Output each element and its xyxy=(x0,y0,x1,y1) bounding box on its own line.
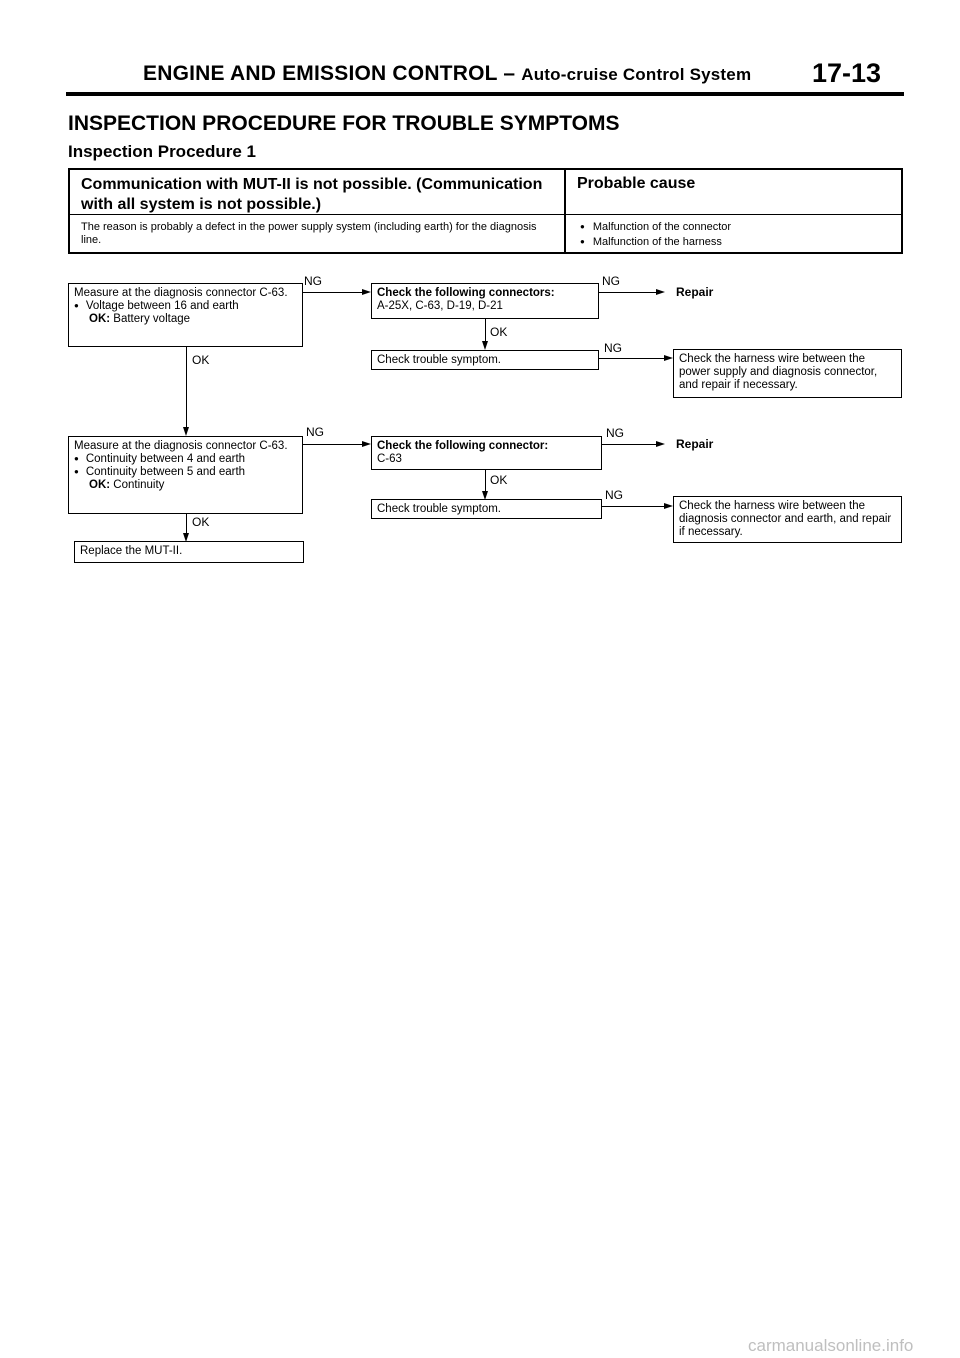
probable-cause-list xyxy=(580,220,731,250)
arrow-right-icon xyxy=(656,289,665,295)
step1-check-ng-label: NG xyxy=(602,274,620,288)
step1-symptom-ng-label: NG xyxy=(604,341,622,355)
connector-line xyxy=(602,506,665,507)
step2-check-ng-label: NG xyxy=(606,426,624,440)
arrow-right-icon xyxy=(664,503,673,509)
connector-line xyxy=(186,514,187,535)
subsection-title: Auto-cruise Control System xyxy=(521,65,752,84)
watermark: carmanualsonline.info xyxy=(748,1336,914,1355)
step2-harness-box xyxy=(673,496,902,543)
step2-harness-text: Check the harness wire between the diagnosis connector and earth, and repair if necessary. xyxy=(679,500,892,538)
arrow-right-icon xyxy=(362,289,371,295)
step1-harness-box xyxy=(673,349,902,398)
step2-text: Measure at the diagnosis connector C-63. xyxy=(74,440,288,452)
section-header xyxy=(143,62,751,86)
connector-line xyxy=(602,444,657,445)
arrow-down-icon xyxy=(482,341,488,350)
step2-check-title: Check the following connector: xyxy=(377,440,549,452)
connector-line xyxy=(599,292,657,293)
step1-measure-box xyxy=(68,283,303,347)
step2-repair: Repair xyxy=(676,437,714,451)
procedure-subtitle: Inspection Procedure 1 xyxy=(68,142,256,161)
step1-check-connectors-box xyxy=(371,283,599,319)
probable-cause-item: ● Malfunction of the connector xyxy=(580,220,731,235)
probable-cause-heading: Probable cause xyxy=(577,175,696,192)
connector-line xyxy=(599,358,665,359)
step1-ok-flow-label: OK xyxy=(192,353,210,367)
step1-ng-label: NG xyxy=(304,274,322,288)
trouble-symptom: Communication with MUT-II is not possible. (Communication with all system is not possible.) xyxy=(81,176,543,213)
final-step-text: Replace the MUT-II. xyxy=(80,545,183,557)
step1-text: Measure at the diagnosis connector C-63. xyxy=(74,287,288,299)
arrow-down-icon xyxy=(183,427,189,436)
step2-bullet: ● Continuity between 5 and earth xyxy=(74,466,297,479)
arrow-right-icon xyxy=(362,441,371,447)
connector-line xyxy=(303,292,363,293)
connector-line xyxy=(186,347,187,429)
page-title: INSPECTION PROCEDURE FOR TROUBLE SYMPTOMS xyxy=(68,112,620,135)
step2-measure-box xyxy=(68,436,303,514)
step2-symptom-ng-label: NG xyxy=(605,488,623,502)
page-number: 17-13 xyxy=(812,58,882,88)
connector-line xyxy=(485,470,486,493)
step2-check-symptom-box xyxy=(371,499,602,519)
header-rule xyxy=(66,92,904,96)
step1-repair: Repair xyxy=(676,285,714,299)
arrow-right-icon xyxy=(656,441,665,447)
step2-ok-label: OK: xyxy=(89,479,111,491)
step2-bullet: ● Continuity between 4 and earth xyxy=(74,453,297,466)
step2-ng-label: NG xyxy=(306,425,324,439)
connector-line xyxy=(485,319,486,342)
step1-check-symptom-box xyxy=(371,350,599,370)
step2-ok-flow-label: OK xyxy=(192,515,210,529)
step1-check-title: Check the following connectors: xyxy=(377,287,555,299)
step2-symptom-text: Check trouble symptom. xyxy=(377,503,501,515)
step1-bullet: ● Voltage between 16 and earth xyxy=(74,300,297,313)
table-divider-vertical xyxy=(564,170,566,252)
step1-check-ok-label: OK xyxy=(490,325,508,339)
step1-ok-value: Battery voltage xyxy=(113,313,191,325)
step2-check-items: C-63 xyxy=(377,453,402,465)
step1-symptom-text: Check trouble symptom. xyxy=(377,354,501,366)
probable-cause-item: ● Malfunction of the harness xyxy=(580,235,731,250)
step1-ok-label: OK: xyxy=(89,313,111,325)
step1-harness-text: Check the harness wire between the power supply and diagnosis connector, and repair if necessary. xyxy=(679,353,878,391)
arrow-right-icon xyxy=(664,355,673,361)
final-step-box xyxy=(74,541,304,563)
step2-check-ok-label: OK xyxy=(490,473,508,487)
step1-check-items: A-25X, C-63, D-19, D-21 xyxy=(377,300,503,312)
connector-line xyxy=(303,444,363,445)
header-dash: – xyxy=(503,62,516,85)
reason-text: The reason is probably a defect in the power supply system (including earth) for the diagnosis line. xyxy=(81,221,537,246)
step2-ok-value: Continuity xyxy=(113,479,165,491)
symptom-table xyxy=(68,168,903,254)
section-title: ENGINE AND EMISSION CONTROL xyxy=(143,62,498,85)
step2-check-connector-box xyxy=(371,436,602,470)
